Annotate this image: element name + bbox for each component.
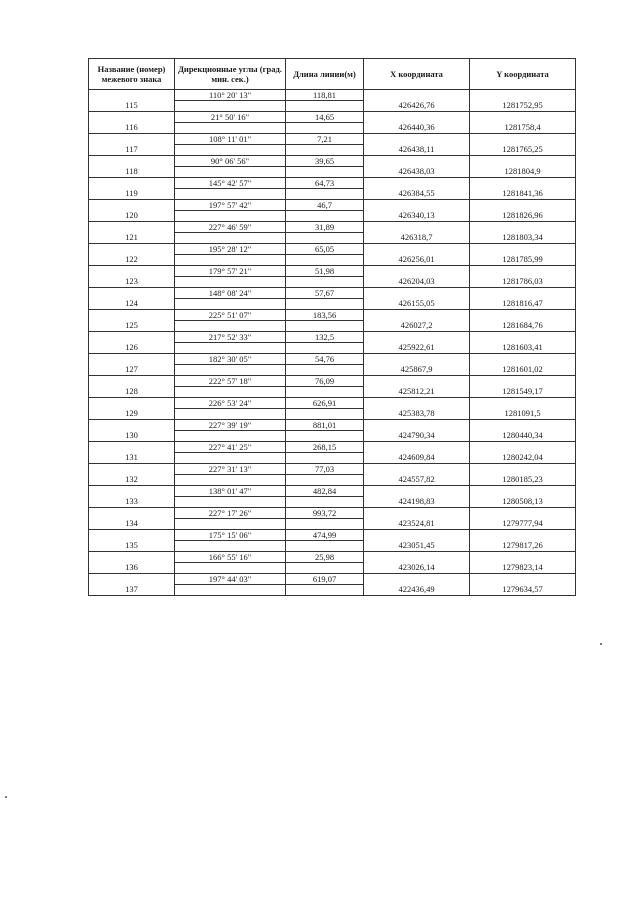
table-header-row: [89, 59, 576, 90]
length-cell: 64,73: [286, 178, 364, 189]
angle-cell-empty: [175, 189, 286, 200]
length-cell-empty: [286, 497, 364, 508]
length-cell: 626,91: [286, 398, 364, 409]
angle-cell: 108° 11' 01": [175, 134, 286, 145]
y-coordinate: 1281603,41: [470, 332, 576, 354]
y-coordinate: 1281765,25: [470, 134, 576, 156]
table-row: [89, 376, 576, 387]
angle-cell-empty: [175, 475, 286, 486]
mark-name: 117: [89, 134, 175, 156]
mark-name: 124: [89, 288, 175, 310]
y-coordinate: 1279817,26: [470, 530, 576, 552]
angle-cell-empty: [175, 519, 286, 530]
length-cell-empty: [286, 145, 364, 156]
table-row: [89, 442, 576, 453]
length-cell: 118,81: [286, 90, 364, 101]
table-row: [89, 90, 576, 101]
length-cell: 39,65: [286, 156, 364, 167]
angle-cell: 138° 01' 47": [175, 486, 286, 497]
x-coordinate: 426440,36: [364, 112, 470, 134]
table-row: [89, 530, 576, 541]
y-coordinate: 1281684,76: [470, 310, 576, 332]
angle-cell: 227° 17' 26": [175, 508, 286, 519]
length-cell-empty: [286, 255, 364, 266]
length-cell: 14,65: [286, 112, 364, 123]
angle-cell-empty: [175, 277, 286, 288]
length-cell: 482,84: [286, 486, 364, 497]
mark-name: 115: [89, 90, 175, 112]
length-cell-empty: [286, 101, 364, 112]
angle-cell: 225° 51' 07": [175, 310, 286, 321]
length-cell: 474,99: [286, 530, 364, 541]
length-cell-empty: [286, 431, 364, 442]
header-x: X координата: [364, 59, 470, 90]
angle-cell: 227° 31' 13": [175, 464, 286, 475]
length-cell: 7,21: [286, 134, 364, 145]
length-cell: 77,03: [286, 464, 364, 475]
mark-name: 131: [89, 442, 175, 464]
length-cell: 132,5: [286, 332, 364, 343]
y-coordinate: 1281601,02: [470, 354, 576, 376]
mark-name: 126: [89, 332, 175, 354]
length-cell-empty: [286, 321, 364, 332]
x-coordinate: 426340,13: [364, 200, 470, 222]
y-coordinate: 1281826,96: [470, 200, 576, 222]
y-coordinate: 1280242,04: [470, 442, 576, 464]
angle-cell: 145° 42' 57": [175, 178, 286, 189]
table-row: [89, 310, 576, 321]
y-coordinate: 1279777,94: [470, 508, 576, 530]
table-row: [89, 420, 576, 431]
length-cell-empty: [286, 519, 364, 530]
length-cell: 619,07: [286, 574, 364, 585]
angle-cell: 179° 57' 21": [175, 266, 286, 277]
boundary-coordinates-table: [88, 58, 576, 596]
table-body: [89, 90, 576, 596]
x-coordinate: 426438,11: [364, 134, 470, 156]
length-cell: 183,56: [286, 310, 364, 321]
angle-cell-empty: [175, 409, 286, 420]
table-row: [89, 178, 576, 189]
angle-cell-empty: [175, 541, 286, 552]
x-coordinate: 426384,55: [364, 178, 470, 200]
angle-cell-empty: [175, 167, 286, 178]
angle-cell-empty: [175, 343, 286, 354]
mark-name: 123: [89, 266, 175, 288]
length-cell-empty: [286, 299, 364, 310]
header-length: Длина линии(м): [286, 59, 364, 90]
x-coordinate: 423524,81: [364, 508, 470, 530]
mark-name: 127: [89, 354, 175, 376]
x-coordinate: 426438,03: [364, 156, 470, 178]
y-coordinate: 1281752,95: [470, 90, 576, 112]
angle-cell-empty: [175, 123, 286, 134]
x-coordinate: 426426,76: [364, 90, 470, 112]
length-cell-empty: [286, 387, 364, 398]
length-cell-empty: [286, 475, 364, 486]
x-coordinate: 423051,45: [364, 530, 470, 552]
y-coordinate: 1281816,47: [470, 288, 576, 310]
angle-cell: 227° 46' 59": [175, 222, 286, 233]
y-coordinate: 1279823,14: [470, 552, 576, 574]
length-cell-empty: [286, 211, 364, 222]
x-coordinate: 424557,82: [364, 464, 470, 486]
angle-cell: 166° 55' 16": [175, 552, 286, 563]
y-coordinate: 1279634,57: [470, 574, 576, 596]
table-row: [89, 332, 576, 343]
angle-cell-empty: [175, 585, 286, 596]
mark-name: 119: [89, 178, 175, 200]
angle-cell: 21° 50' 16": [175, 112, 286, 123]
angle-cell-empty: [175, 211, 286, 222]
angle-cell: 197° 44' 03": [175, 574, 286, 585]
mark-name: 132: [89, 464, 175, 486]
length-cell: 881,01: [286, 420, 364, 431]
header-mark: Название (номер) межевого знака: [89, 59, 175, 90]
y-coordinate: 1281549,17: [470, 376, 576, 398]
x-coordinate: 424790,34: [364, 420, 470, 442]
angle-cell-empty: [175, 563, 286, 574]
x-coordinate: 426204,03: [364, 266, 470, 288]
x-coordinate: 422436,49: [364, 574, 470, 596]
angle-cell: 197° 57' 42": [175, 200, 286, 211]
length-cell: 268,15: [286, 442, 364, 453]
angle-cell-empty: [175, 431, 286, 442]
y-coordinate: 1281804,9: [470, 156, 576, 178]
y-coordinate: 1281803,34: [470, 222, 576, 244]
table-row: [89, 508, 576, 519]
table-row: [89, 288, 576, 299]
length-cell: 57,67: [286, 288, 364, 299]
table-row: [89, 222, 576, 233]
angle-cell: 195° 28' 12": [175, 244, 286, 255]
length-cell-empty: [286, 167, 364, 178]
y-coordinate: 1280508,13: [470, 486, 576, 508]
mark-name: 130: [89, 420, 175, 442]
mark-name: 125: [89, 310, 175, 332]
length-cell: 65,05: [286, 244, 364, 255]
angle-cell: 110° 20' 13": [175, 90, 286, 101]
angle-cell: 182° 30' 05": [175, 354, 286, 365]
angle-cell: 222° 57' 18": [175, 376, 286, 387]
angle-cell-empty: [175, 365, 286, 376]
x-coordinate: 424609,84: [364, 442, 470, 464]
mark-name: 116: [89, 112, 175, 134]
length-cell-empty: [286, 365, 364, 376]
length-cell: 993,72: [286, 508, 364, 519]
angle-cell: 227° 41' 25": [175, 442, 286, 453]
length-cell: 51,98: [286, 266, 364, 277]
mark-name: 128: [89, 376, 175, 398]
length-cell-empty: [286, 585, 364, 596]
angle-cell-empty: [175, 255, 286, 266]
mark-name: 137: [89, 574, 175, 596]
table-row: [89, 574, 576, 585]
mark-name: 120: [89, 200, 175, 222]
x-coordinate: 426256,01: [364, 244, 470, 266]
table-row: [89, 156, 576, 167]
mark-name: 118: [89, 156, 175, 178]
angle-cell-empty: [175, 145, 286, 156]
y-coordinate: 1280185,23: [470, 464, 576, 486]
header-y: Y координата: [470, 59, 576, 90]
angle-cell-empty: [175, 453, 286, 464]
scan-dot: [5, 796, 7, 798]
angle-cell: 227° 39' 19": [175, 420, 286, 431]
table-row: [89, 134, 576, 145]
y-coordinate: 1281841,36: [470, 178, 576, 200]
angle-cell-empty: [175, 233, 286, 244]
table-row: [89, 200, 576, 211]
length-cell-empty: [286, 277, 364, 288]
x-coordinate: 424198,83: [364, 486, 470, 508]
x-coordinate: 426155,05: [364, 288, 470, 310]
x-coordinate: 425867,9: [364, 354, 470, 376]
table-row: [89, 486, 576, 497]
length-cell-empty: [286, 123, 364, 134]
mark-name: 121: [89, 222, 175, 244]
table-row: [89, 266, 576, 277]
mark-name: 136: [89, 552, 175, 574]
length-cell-empty: [286, 233, 364, 244]
angle-cell-empty: [175, 101, 286, 112]
length-cell-empty: [286, 189, 364, 200]
angle-cell: 148° 08' 24": [175, 288, 286, 299]
table-row: [89, 354, 576, 365]
x-coordinate: 426318,7: [364, 222, 470, 244]
y-coordinate: 1281785,99: [470, 244, 576, 266]
mark-name: 135: [89, 530, 175, 552]
angle-cell: 217° 52' 33": [175, 332, 286, 343]
scan-dot: [600, 643, 602, 645]
x-coordinate: 425922,61: [364, 332, 470, 354]
angle-cell-empty: [175, 387, 286, 398]
length-cell-empty: [286, 343, 364, 354]
table-row: [89, 464, 576, 475]
y-coordinate: 1281786,03: [470, 266, 576, 288]
x-coordinate: 425383,78: [364, 398, 470, 420]
mark-name: 134: [89, 508, 175, 530]
x-coordinate: 423026,14: [364, 552, 470, 574]
angle-cell: 226° 53' 24": [175, 398, 286, 409]
length-cell: 31,89: [286, 222, 364, 233]
mark-name: 133: [89, 486, 175, 508]
length-cell: 46,7: [286, 200, 364, 211]
angle-cell-empty: [175, 497, 286, 508]
y-coordinate: 1281758,4: [470, 112, 576, 134]
x-coordinate: 426027,2: [364, 310, 470, 332]
header-angle: Дирекционные углы (град. мин. сек.): [175, 59, 286, 90]
y-coordinate: 1280440,34: [470, 420, 576, 442]
length-cell: 54,76: [286, 354, 364, 365]
angle-cell-empty: [175, 299, 286, 310]
length-cell-empty: [286, 541, 364, 552]
angle-cell: 175° 15' 06": [175, 530, 286, 541]
mark-name: 122: [89, 244, 175, 266]
table-row: [89, 244, 576, 255]
mark-name: 129: [89, 398, 175, 420]
length-cell-empty: [286, 453, 364, 464]
length-cell: 25,98: [286, 552, 364, 563]
x-coordinate: 425812,21: [364, 376, 470, 398]
table-row: [89, 112, 576, 123]
table-row: [89, 398, 576, 409]
length-cell: 76,09: [286, 376, 364, 387]
y-coordinate: 1281091,5: [470, 398, 576, 420]
angle-cell-empty: [175, 321, 286, 332]
table-row: [89, 552, 576, 563]
length-cell-empty: [286, 409, 364, 420]
length-cell-empty: [286, 563, 364, 574]
angle-cell: 90° 06' 56": [175, 156, 286, 167]
